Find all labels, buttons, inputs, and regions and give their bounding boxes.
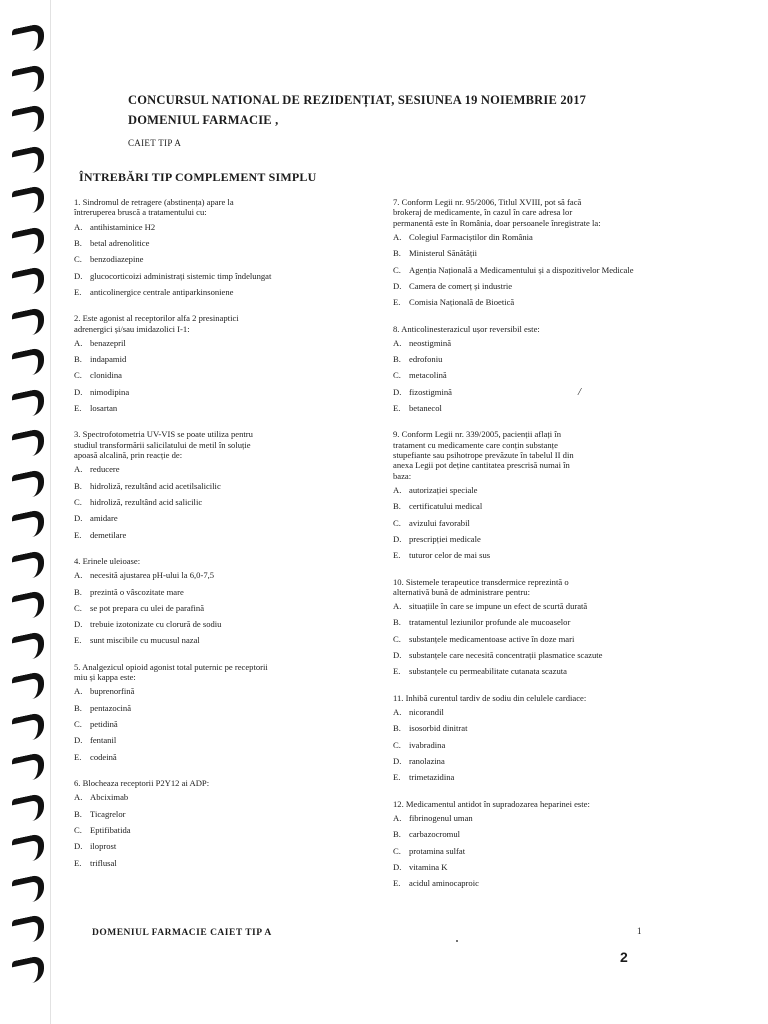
binding-ring <box>12 104 44 137</box>
answer-option <box>74 403 374 413</box>
answer-option <box>393 634 693 644</box>
answer-option <box>393 338 693 348</box>
answer-option <box>74 481 374 491</box>
option-letter: B. <box>74 354 82 365</box>
binding-ring <box>12 387 44 420</box>
question-block <box>74 313 374 413</box>
option-text: sunt miscibile cu mucusul nazal <box>90 635 200 646</box>
answer-option <box>393 756 693 766</box>
option-text: trimetazidina <box>409 772 455 783</box>
binding-ring <box>12 833 44 866</box>
answer-option <box>393 723 693 733</box>
question-stem: 2. Este agonist al receptorilor alfa 2 presinaptici adrenergici și/sau imidazolici I-1: <box>74 313 239 334</box>
answer-option <box>74 287 374 297</box>
exam-domain: DOMENIUL FARMACIE , <box>128 113 279 127</box>
answer-option <box>74 752 374 762</box>
binding-ring <box>12 671 44 704</box>
question-block <box>74 197 374 297</box>
question-block <box>393 577 693 677</box>
option-letter: E. <box>74 751 82 762</box>
question-stem: 1. Sindromul de retragere (abstinența) apare la întreruperea bruscă a tratamentului cu: <box>74 197 234 218</box>
option-text: antihistaminice H2 <box>90 221 156 232</box>
option-text: Camera de comerț și industrie <box>409 280 513 291</box>
answer-option <box>74 497 374 507</box>
answer-option <box>74 703 374 713</box>
question-stem: 11. Inhibă curentul tardiv de sodiu din celulele cardiace: <box>393 692 587 703</box>
binding-ring <box>12 549 44 582</box>
binding-ring <box>12 954 44 987</box>
answer-option <box>393 601 693 611</box>
question-block <box>74 778 374 868</box>
option-letter: A. <box>74 221 83 232</box>
option-letter: A. <box>74 570 83 581</box>
binding-ring <box>12 347 44 380</box>
binding-ring <box>12 266 44 299</box>
answer-option <box>74 570 374 580</box>
answer-option <box>393 354 693 364</box>
question-block <box>74 662 374 762</box>
option-text: substanțele care necesită concentrații plasmatice scazute <box>409 650 603 661</box>
answer-option <box>393 550 693 560</box>
option-letter: C. <box>393 370 401 381</box>
option-text: betal adrenolitice <box>90 237 150 248</box>
option-text: Ministerul Sănătății <box>409 248 478 259</box>
option-text: necesită ajustarea pH-ului la 6,0-7,5 <box>90 570 215 581</box>
option-text: amidare <box>90 513 118 524</box>
option-letter: D. <box>74 841 83 852</box>
footer-title: DOMENIUL FARMACIE CAIET TIP A <box>92 928 272 938</box>
option-letter: B. <box>74 480 82 491</box>
answer-option <box>74 387 374 397</box>
option-letter: B. <box>74 702 82 713</box>
option-text: avizului favorabil <box>409 517 470 528</box>
binding-ring <box>12 306 44 339</box>
binding-ring <box>12 185 44 218</box>
answer-option <box>74 238 374 248</box>
option-letter: C. <box>393 517 401 528</box>
answer-option <box>393 772 693 782</box>
question-stem: 6. Blocheaza receptorii P2Y12 ai ADP: <box>74 777 210 788</box>
question-stem: 3. Spectrofotometria UV-VIS se poate utiliza pentru studiul transformării salicilatului de metil în soluție apoasă alcalină, prin reacție de: <box>74 429 253 460</box>
option-letter: E. <box>393 878 401 889</box>
answer-option <box>74 792 374 802</box>
answer-option <box>74 635 374 645</box>
option-text: acidul aminocaproic <box>409 878 479 889</box>
option-letter: C. <box>74 370 82 381</box>
option-text: prezintă o vâscozitate mare <box>90 586 184 597</box>
answer-option <box>393 297 693 307</box>
option-text: substanțele medicamentoase active în doze mari <box>409 633 575 644</box>
answer-option <box>393 248 693 258</box>
option-letter: B. <box>393 354 401 365</box>
binding-ring <box>12 468 44 501</box>
questions-right-column <box>393 197 693 904</box>
exam-title: CONCURSUL NATIONAL DE REZIDENȚIAT, SESIUNEA 19 NOIEMBRIE 2017 <box>128 93 587 107</box>
option-text: buprenorfină <box>90 686 135 697</box>
option-text: clonidina <box>90 370 122 381</box>
option-letter: C. <box>393 633 401 644</box>
option-letter: D. <box>74 619 83 630</box>
option-text: Ticagrelor <box>90 808 126 819</box>
option-text: nimodipina <box>90 386 130 397</box>
option-letter: E. <box>393 297 401 308</box>
answer-option <box>393 878 693 888</box>
option-letter: D. <box>74 735 83 746</box>
binding-ring <box>12 711 44 744</box>
option-text: benazepril <box>90 337 126 348</box>
question-stem: 12. Medicamentul antidot în supradozarea heparinei este: <box>393 798 590 809</box>
page-number: 2 <box>620 949 628 965</box>
option-letter: E. <box>74 857 82 868</box>
option-text: vitamina K <box>409 861 448 872</box>
answer-option <box>74 619 374 629</box>
option-text: certificatului medical <box>409 501 483 512</box>
question-stem: 7. Conform Legii nr. 95/2006, Titlul XVIII, pot să facă brokeraj de medicamente, în cazul în care adresa lor permanentă este în România, doar persoanele înregistrate la: <box>393 197 601 228</box>
option-text: Abciximab <box>90 792 129 803</box>
answer-option <box>393 501 693 511</box>
answer-option <box>393 740 693 750</box>
option-text: neostigmină <box>409 337 452 348</box>
option-letter: C. <box>393 264 401 275</box>
option-text: situațiile în care se impune un efect de scurtă durată <box>409 601 588 612</box>
option-text: carbazocromul <box>409 829 461 840</box>
option-letter: C. <box>74 602 82 613</box>
question-stem: 9. Conform Legii nr. 339/2005, pacienții aflați în tratament cu medicamente care conțin substanțe stupefiante sau psihotrope prevăzute în tabelul II din anexa Legii pot deține cantitatea prescrisă numai în baza: <box>393 429 574 481</box>
option-letter: C. <box>74 496 82 507</box>
answer-option <box>74 841 374 851</box>
option-text: reducere <box>90 464 120 475</box>
option-text: ivabradina <box>409 739 446 750</box>
question-stem: 5. Analgezicul opioid agonist total puternic pe receptorii miu și kappa este: <box>74 661 268 683</box>
option-letter: D. <box>393 755 402 766</box>
question-block <box>74 429 374 540</box>
option-text: losartan <box>90 403 118 414</box>
option-text: autorizației speciale <box>409 484 478 495</box>
option-letter: C. <box>74 254 82 265</box>
option-letter: A. <box>74 464 83 475</box>
binding-ring <box>12 752 44 785</box>
option-text: demetilare <box>90 529 127 540</box>
answer-option <box>393 518 693 528</box>
option-letter: B. <box>74 237 82 248</box>
answer-option <box>74 271 374 281</box>
option-text: isosorbid dinitrat <box>409 723 468 734</box>
option-letter: D. <box>393 533 402 544</box>
stray-pen-mark: / <box>578 386 582 398</box>
option-text: nicorandil <box>409 707 444 717</box>
option-letter: A. <box>393 337 402 348</box>
option-letter: D. <box>74 386 83 397</box>
answer-option <box>74 354 374 364</box>
answer-option <box>393 813 693 823</box>
footer-mark: 1 <box>637 926 642 936</box>
option-text: tuturor celor de mai sus <box>409 550 491 561</box>
option-text: Colegiul Farmaciștilor din România <box>409 231 533 242</box>
option-letter: A. <box>393 484 402 495</box>
answer-option <box>74 513 374 523</box>
answer-option <box>74 686 374 696</box>
option-text: protamina sulfat <box>409 845 466 856</box>
answer-option <box>393 829 693 839</box>
booklet-type: CAIET TIP A <box>128 138 182 148</box>
option-text: hidroliză, rezultând acid salicilic <box>90 496 203 507</box>
answer-option <box>393 862 693 872</box>
option-letter: B. <box>74 586 82 597</box>
option-letter: E. <box>393 403 401 414</box>
option-text: benzodiazepine <box>90 254 144 265</box>
option-letter: B. <box>393 723 401 734</box>
option-text: pentazocină <box>90 702 132 713</box>
spiral-binding <box>0 0 48 1024</box>
binding-ring <box>12 23 44 56</box>
binding-ring <box>12 590 44 623</box>
option-letter: A. <box>393 601 402 612</box>
option-letter: B. <box>393 829 401 840</box>
question-stem: 10. Sistemele terapeutice transdermice reprezintă o alternativă bună de administrare pentru: <box>393 576 569 597</box>
question-stem: 8. Anticolinesterazicul ușor reversibil este: <box>393 323 540 334</box>
page-margin-line <box>50 0 51 1024</box>
option-text: fizostigmină <box>409 386 452 397</box>
answer-option <box>74 370 374 380</box>
option-letter: A. <box>393 707 402 717</box>
question-block <box>393 197 693 308</box>
option-letter: A. <box>74 337 83 348</box>
answer-option <box>393 232 693 242</box>
option-letter: E. <box>74 403 82 414</box>
binding-ring <box>12 873 44 906</box>
answer-option <box>74 719 374 729</box>
question-block <box>393 324 693 414</box>
question-block <box>393 693 693 783</box>
option-letter: E. <box>393 550 401 561</box>
scan-speck <box>456 940 458 942</box>
option-letter: C. <box>74 824 82 835</box>
answer-option <box>74 735 374 745</box>
option-letter: D. <box>393 280 402 291</box>
option-letter: A. <box>393 812 402 823</box>
option-letter: D. <box>393 861 402 872</box>
option-text: indapamid <box>90 354 127 365</box>
option-letter: C. <box>74 719 82 729</box>
option-letter: A. <box>74 686 83 697</box>
answer-option <box>393 370 693 380</box>
binding-ring <box>12 792 44 825</box>
question-block <box>393 429 693 560</box>
option-letter: C. <box>393 739 401 750</box>
option-text: prescripției medicale <box>409 533 481 544</box>
question-block <box>74 556 374 646</box>
answer-option <box>74 809 374 819</box>
option-text: fentanil <box>90 735 117 746</box>
binding-ring <box>12 144 44 177</box>
option-text: codeină <box>90 751 117 762</box>
binding-ring <box>12 225 44 258</box>
option-letter: B. <box>393 617 401 628</box>
answer-option <box>393 534 693 544</box>
answer-option <box>393 387 693 397</box>
section-heading: ÎNTREBĂRI TIP COMPLEMENT SIMPLU <box>79 170 317 184</box>
answer-option <box>74 338 374 348</box>
answer-option <box>393 666 693 676</box>
option-letter: D. <box>74 270 83 281</box>
answer-option <box>74 464 374 474</box>
option-text: Agenția Națională a Medicamentului și a dispozitivelor Medicale <box>409 264 634 275</box>
answer-option <box>393 846 693 856</box>
option-text: petidină <box>90 719 118 729</box>
option-letter: B. <box>393 248 401 259</box>
answer-option <box>393 281 693 291</box>
option-text: Eptifibatida <box>90 824 131 835</box>
binding-ring <box>12 509 44 542</box>
option-text: glucocorticoizi administrați sistemic timp îndelungat <box>90 270 272 281</box>
option-letter: A. <box>393 231 402 242</box>
binding-ring <box>12 914 44 947</box>
option-letter: D. <box>74 513 83 524</box>
answer-option <box>74 603 374 613</box>
option-text: ranolazina <box>409 755 445 766</box>
option-letter: D. <box>393 650 402 661</box>
question-stem: 4. Erinele uleioase: <box>74 555 141 566</box>
answer-option <box>393 617 693 627</box>
option-text: anticolinergice centrale antiparkinsoniene <box>90 286 234 297</box>
binding-ring <box>12 63 44 96</box>
binding-ring <box>12 428 44 461</box>
option-text: trebuie izotonizate cu clorură de sodiu <box>90 619 222 630</box>
answer-option <box>74 587 374 597</box>
answer-option <box>393 650 693 660</box>
answer-option <box>393 265 693 275</box>
answer-option <box>74 825 374 835</box>
option-letter: E. <box>393 772 401 783</box>
option-letter: E. <box>74 529 82 540</box>
option-letter: E. <box>74 635 82 646</box>
option-letter: A. <box>74 792 83 803</box>
option-text: triflusal <box>90 857 117 868</box>
questions-left-column <box>74 197 374 884</box>
question-block <box>393 799 693 889</box>
option-text: betanecol <box>409 403 442 414</box>
answer-option <box>74 222 374 232</box>
answer-option <box>74 254 374 264</box>
option-letter: E. <box>74 286 82 297</box>
option-letter: E. <box>393 666 401 677</box>
answer-option <box>393 485 693 495</box>
binding-ring <box>12 630 44 663</box>
option-letter: D. <box>393 386 402 397</box>
option-letter: B. <box>74 808 82 819</box>
answer-option <box>74 858 374 868</box>
option-text: fibrinogenul uman <box>409 812 473 823</box>
answer-option <box>74 530 374 540</box>
answer-option <box>393 403 693 413</box>
option-text: iloprost <box>90 841 117 852</box>
option-text: hidroliză, rezultând acid acetilsalicilic <box>90 480 221 491</box>
option-text: se pot prepara cu ulei de parafină <box>90 602 205 613</box>
option-text: metacolină <box>409 370 447 381</box>
option-text: edrofoniu <box>409 354 443 365</box>
answer-option <box>393 707 693 717</box>
option-text: tratamentul leziunilor profunde ale mucoaselor <box>409 617 571 628</box>
option-text: Comisia Națională de Bioetică <box>409 297 515 308</box>
option-letter: B. <box>393 501 401 512</box>
option-text: substanțele cu permeabilitate cutanata scazuta <box>409 666 567 677</box>
option-letter: C. <box>393 845 401 856</box>
